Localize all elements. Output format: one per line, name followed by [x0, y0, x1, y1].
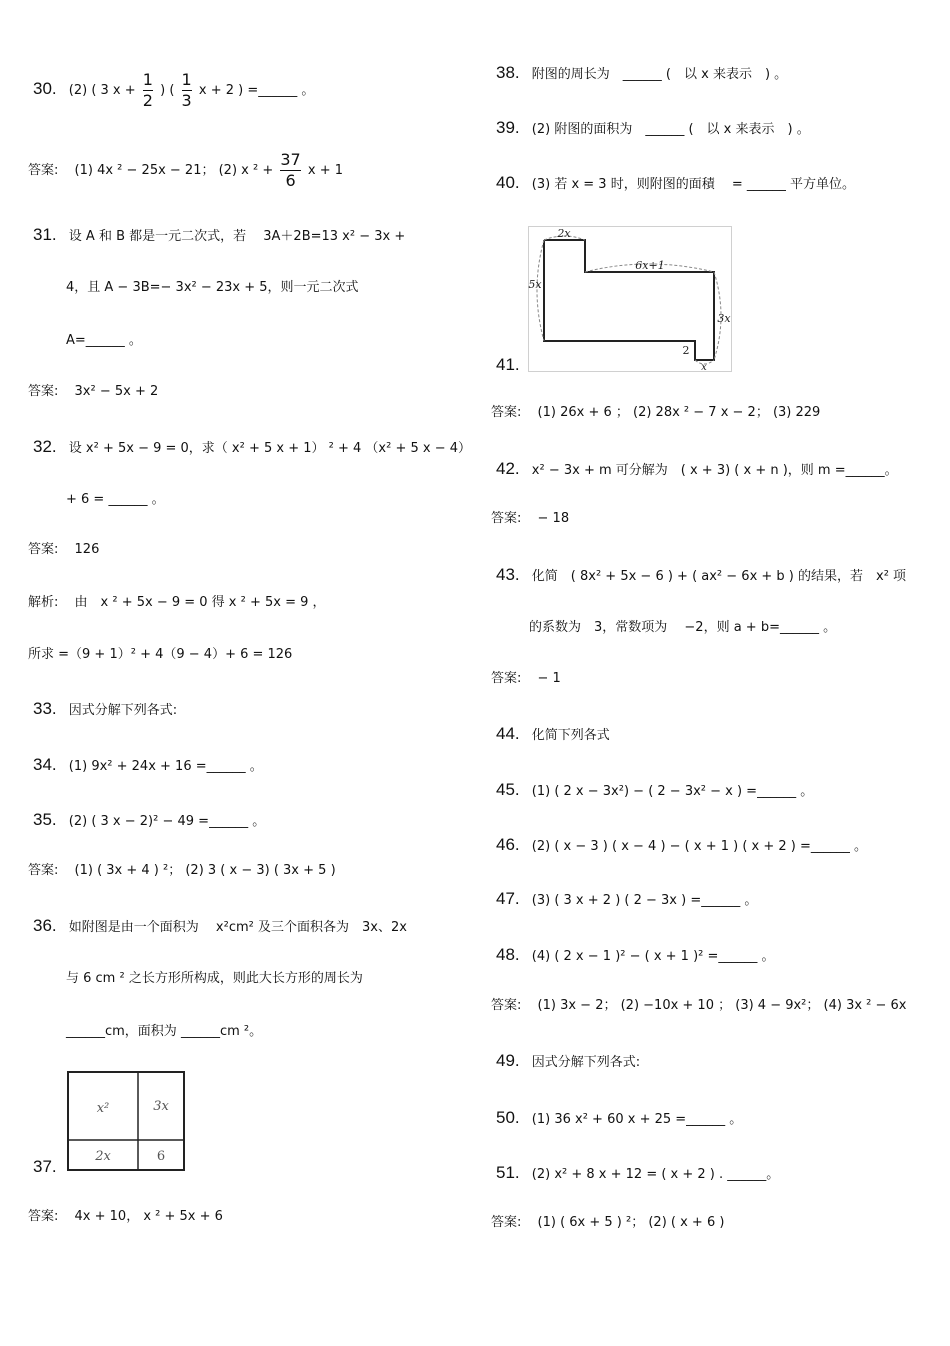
- question-text: x² − 3x + m 可分解为 ( x + 3) ( x + n )，则 m =______。: [531, 463, 898, 478]
- question-number: 36.: [33, 916, 57, 935]
- question-text: 设 A 和 B 都是一元二次式，若 3A＋2B=13 x² − 3x +: [68, 229, 406, 244]
- question-number: 48.: [496, 945, 520, 964]
- question-32-line2: + 6 = ______ 。: [66, 492, 165, 507]
- question-text: (2) x² + 8 x + 12 = ( x + 2 ) . ______。: [531, 1167, 780, 1182]
- answer-text: (1) ( 3x + 4 ) ²； (2) 3 ( x − 3) ( 3x + 5 ): [74, 863, 336, 878]
- answer-label: 答案:: [28, 542, 59, 557]
- answer-label: 答案:: [491, 1215, 522, 1230]
- question-number: 45.: [496, 780, 520, 799]
- question-text: (1) 9x² + 24x + 16 =______ 。: [68, 759, 263, 774]
- answer-label: 答案:: [491, 998, 522, 1013]
- question-36-line2: 与 6 cm ² 之长方形所构成，则此大长方形的周长为: [66, 971, 363, 986]
- question-36-line3: ______cm，面积为 ______cm ²。: [66, 1024, 263, 1039]
- question-text: 因式分解下列各式:: [531, 1055, 641, 1070]
- question-number: 41.: [496, 355, 520, 374]
- question-31-line3: A=______ 。: [66, 333, 142, 348]
- question-text: (3) ( 3 x + 2 ) ( 2 − 3x ) =______ 。: [531, 893, 758, 908]
- answer-48: [491, 997, 907, 1015]
- question-number: 49.: [496, 1051, 520, 1070]
- question-50: [496, 1109, 742, 1129]
- question-number: 34.: [33, 755, 57, 774]
- question-number: 47.: [496, 889, 520, 908]
- explanation-32-line2: 所求 =（9 + 1）² + 4（9 − 4）+ 6 = 126: [28, 647, 293, 662]
- question-text: 附图的周长为 ______ ( 以 x 来表示 ) 。: [531, 67, 788, 82]
- answer-text: − 1: [537, 671, 561, 686]
- figure-label: 3x: [717, 312, 731, 325]
- question-number: 51.: [496, 1163, 520, 1182]
- question-text: 设 x² + 5x − 9 = 0，求（ x² + 5 x + 1） ² + 4 （x² + 5 x − 4）: [68, 441, 472, 456]
- question-51: [496, 1164, 779, 1184]
- cell-label: x²: [96, 1101, 110, 1116]
- question-number: 30.: [33, 79, 57, 98]
- question-38: [496, 64, 787, 84]
- question-31-line2: 4，且 A − 3B=− 3x² − 23x + 5，则一元二次式: [66, 280, 359, 295]
- answer-35: [28, 862, 336, 880]
- answer-label: 答案:: [28, 384, 59, 399]
- question-text: 因式分解下列各式:: [68, 703, 178, 718]
- question-47: [496, 890, 757, 910]
- fraction-37-6: $\frac{37}{6}$: [280, 150, 301, 190]
- cell-label: 2x: [95, 1149, 111, 1164]
- question-number: 46.: [496, 835, 520, 854]
- figure-label: 2x: [557, 227, 571, 240]
- question-30: [33, 70, 314, 111]
- question-number: 44.: [496, 724, 520, 743]
- answer-text: x + 1: [307, 163, 343, 178]
- answer-text: (1) 4x ² − 25x − 21； (2) x ² +: [74, 163, 274, 178]
- answer-42: [491, 510, 569, 528]
- question-number: 32.: [33, 437, 57, 456]
- question-42: [496, 460, 898, 480]
- answer-32: [28, 541, 99, 559]
- question-number: 50.: [496, 1108, 520, 1127]
- figure-label: 6x+1: [635, 259, 665, 272]
- answer-label: 答案:: [28, 863, 59, 878]
- question-text: 化简下列各式: [531, 728, 610, 743]
- question-number: 42.: [496, 459, 520, 478]
- answer-text: (1) ( 6x + 5 ) ²； (2) ( x + 6 ): [537, 1215, 725, 1230]
- question-49: [496, 1052, 640, 1072]
- answer-41: [491, 404, 820, 422]
- fraction-half: $\frac{1}{2}$: [142, 70, 153, 110]
- question-33: [33, 700, 177, 720]
- question-text: 如附图是由一个面积为 x²cm² 及三个面积各为 3x、2x: [68, 920, 407, 935]
- question-number: 43.: [496, 565, 520, 584]
- figure-label: x: [701, 362, 707, 372]
- question-text: (2) ( 3 x +: [68, 83, 136, 98]
- explanation-label: 解析:: [28, 595, 59, 610]
- question-35: [33, 811, 265, 831]
- question-text: 化简 ( 8x² + 5x − 6 ) + ( ax² − 6x + b ) 的结果，若 x² 项: [531, 569, 907, 584]
- answer-51: [491, 1214, 724, 1232]
- question-40: [496, 174, 855, 194]
- answer-label: 答案:: [491, 405, 522, 420]
- question-43: [496, 566, 906, 586]
- answer-text: 4x + 10， x ² + 5x + 6: [74, 1209, 223, 1224]
- question-41: [496, 356, 528, 376]
- question-32: [33, 438, 471, 458]
- answer-text: (1) 26x + 6 ； (2) 28x ² − 7 x − 2； (3) 229: [537, 405, 821, 420]
- question-text: (2) ( x − 3 ) ( x − 4 ) − ( x + 1 ) ( x + 2 ) =______ 。: [531, 839, 868, 854]
- explanation-32: [28, 594, 326, 612]
- rectangle-grid-figure: [66, 1070, 186, 1174]
- answer-text: 126: [74, 542, 100, 557]
- answer-label: 答案:: [28, 1209, 59, 1224]
- question-text: (1) ( 2 x − 3x²) − ( 2 − 3x² − x ) =______ 。: [531, 784, 814, 799]
- question-45: [496, 781, 813, 801]
- figure-label: 2: [682, 344, 690, 357]
- question-number: 38.: [496, 63, 520, 82]
- answer-text: − 18: [537, 511, 570, 526]
- answer-label: 答案:: [28, 163, 59, 178]
- fraction-third: $\frac{1}{3}$: [181, 70, 192, 110]
- question-text: (1) 36 x² + 60 x + 25 =______ 。: [531, 1112, 743, 1127]
- question-text: (2) ( 3 x − 2)² − 49 =______ 。: [68, 814, 266, 829]
- question-text: (2) 附图的面积为 ______ ( 以 x 来表示 ) 。: [531, 122, 810, 137]
- answer-37: [28, 1208, 223, 1226]
- answer-label: 答案:: [491, 671, 522, 686]
- answer-text: 3x² − 5x + 2: [74, 384, 159, 399]
- question-text: (3) 若 x = 3 时，则附图的面積 = ______ 平方单位。: [531, 177, 856, 192]
- question-text: (4) ( 2 x − 1 )² − ( x + 1 )² =______ 。: [531, 949, 775, 964]
- answer-30: [28, 150, 343, 191]
- question-number: 33.: [33, 699, 57, 718]
- step-shape-figure: [528, 226, 732, 372]
- question-number: 39.: [496, 118, 520, 137]
- answer-text: (1) 3x − 2； (2) −10x + 10 ； (3) 4 − 9x²； (4) 3x ² − 6x: [537, 998, 907, 1013]
- answer-43: [491, 670, 561, 688]
- question-36: [33, 917, 407, 937]
- answer-31: [28, 383, 158, 401]
- question-37: [33, 1158, 65, 1178]
- explanation-text: 由 x ² + 5x − 9 = 0 得 x ² + 5x = 9 ，: [74, 595, 326, 610]
- question-39: [496, 119, 810, 139]
- question-number: 37.: [33, 1157, 57, 1176]
- question-text: ) (: [160, 83, 175, 98]
- question-44: [496, 725, 610, 745]
- cell-label: 6: [156, 1149, 166, 1164]
- question-34: [33, 756, 263, 776]
- question-48: [496, 946, 775, 966]
- question-number: 31.: [33, 225, 57, 244]
- question-text: x + 2 ) =______ 。: [198, 83, 315, 98]
- question-43-line2: 的系数为 3，常数项为 −2，则 a + b=______ 。: [529, 620, 837, 635]
- answer-label: 答案:: [491, 511, 522, 526]
- question-number: 40.: [496, 173, 520, 192]
- question-number: 35.: [33, 810, 57, 829]
- figure-label: 5x: [528, 278, 542, 291]
- question-46: [496, 836, 867, 856]
- cell-label: 3x: [153, 1099, 169, 1114]
- question-31: [33, 226, 405, 246]
